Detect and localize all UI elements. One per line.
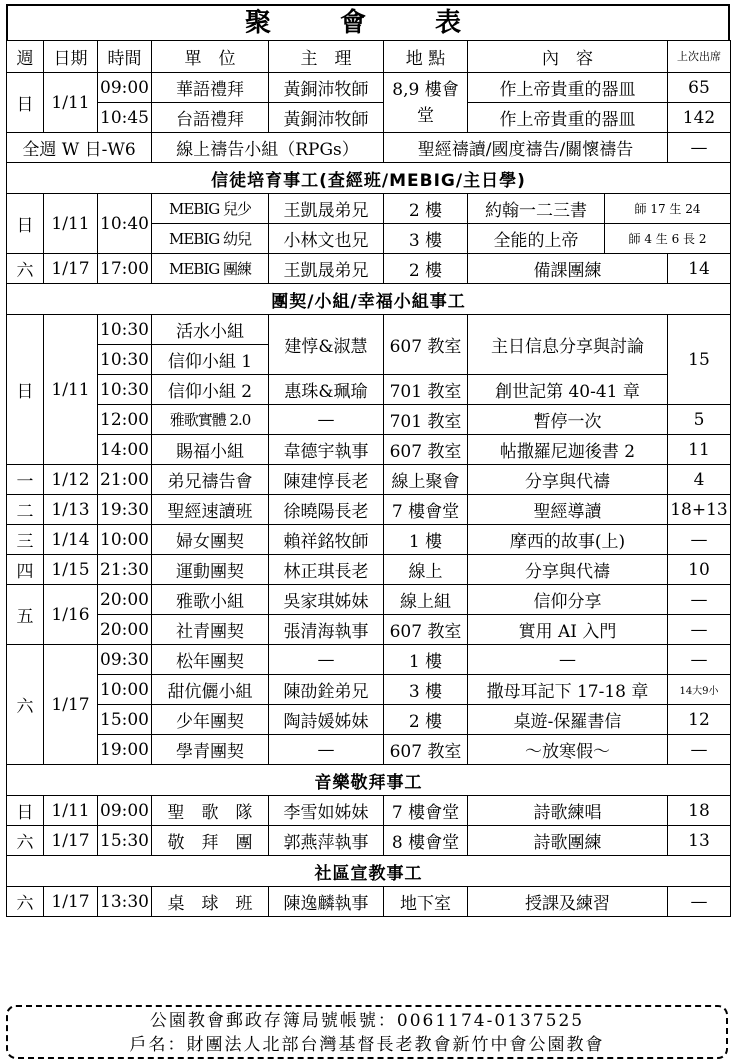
account-info-box xyxy=(6,1005,728,1059)
last-cell: — xyxy=(668,645,731,675)
place-cell: 2 樓 xyxy=(384,705,468,735)
time-cell: 21:00 xyxy=(98,465,152,495)
time-cell: 19:00 xyxy=(98,735,152,765)
last-cell: 13 xyxy=(668,826,731,856)
unit-cell: 雅歌實體 2.0 xyxy=(152,405,269,435)
time-cell: 09:00 xyxy=(98,73,152,103)
place-cell: 701 教室 xyxy=(384,375,468,405)
table-row xyxy=(7,405,731,435)
time-cell: 12:00 xyxy=(98,405,152,435)
time-cell: 14:00 xyxy=(98,435,152,465)
week-cell: 六 xyxy=(7,887,44,917)
date-cell: 1/11 xyxy=(44,194,98,254)
last-cell: 14 xyxy=(668,254,731,284)
table-row xyxy=(7,133,731,163)
date-cell: 1/11 xyxy=(44,73,98,133)
unit-cell: 運動團契 xyxy=(152,555,269,585)
table-row xyxy=(7,435,731,465)
content-cell: 聖經禱讀/國度禱告/關懷禱告 xyxy=(384,133,668,163)
time-cell: 10:45 xyxy=(98,103,152,133)
last-cell: — xyxy=(668,585,731,615)
time-cell: 10:40 xyxy=(98,194,152,254)
unit-cell: 少年團契 xyxy=(152,705,269,735)
unit-cell: MEBIG 幼兒 xyxy=(152,224,269,254)
time-cell: 15:30 xyxy=(98,826,152,856)
time-cell: 17:00 xyxy=(98,254,152,284)
last-cell: — xyxy=(668,887,731,917)
place-cell: 2 樓 xyxy=(384,254,468,284)
table-row xyxy=(7,254,731,284)
host-cell: 賴祥銘牧師 xyxy=(269,525,384,555)
date-cell: 1/16 xyxy=(44,585,98,645)
unit-cell: 信仰小組 1 xyxy=(152,345,269,375)
place-cell: 1 樓 xyxy=(384,645,468,675)
time-cell: 15:00 xyxy=(98,705,152,735)
content-cell: 暫停一次 xyxy=(468,405,668,435)
header-last: 上次出席 xyxy=(668,41,731,73)
content-cell: 備課團練 xyxy=(468,254,668,284)
place-cell: 607 教室 xyxy=(384,315,468,375)
last-cell: 18 xyxy=(668,796,731,826)
host-cell: 陶詩媛姊妹 xyxy=(269,705,384,735)
date-cell: 1/17 xyxy=(44,645,98,765)
date-cell: 1/14 xyxy=(44,525,98,555)
place-cell: 7 樓會堂 xyxy=(384,495,468,525)
host-cell: 黃銅沛牧師 xyxy=(269,73,384,103)
host-cell: 王凱晟弟兄 xyxy=(269,254,384,284)
unit-cell: MEBIG 團練 xyxy=(152,254,269,284)
week-cell: 日 xyxy=(7,315,44,465)
table-row xyxy=(7,585,731,615)
unit-cell: 活水小組 xyxy=(152,315,269,345)
place-cell: 地下室 xyxy=(384,887,468,917)
week-cell: 六 xyxy=(7,254,44,284)
content-cell: 主日信息分享與討論 xyxy=(468,315,668,375)
week-cell: 六 xyxy=(7,645,44,765)
content-cell: 分享與代禱 xyxy=(468,465,668,495)
table-row xyxy=(7,735,731,765)
date-cell: 1/11 xyxy=(44,315,98,465)
last-cell: 11 xyxy=(668,435,731,465)
week-cell: 日 xyxy=(7,73,44,133)
unit-cell: 松年團契 xyxy=(152,645,269,675)
host-cell: 建惇&淑慧 xyxy=(269,315,384,375)
date-cell: 1/17 xyxy=(44,826,98,856)
meeting-table xyxy=(6,40,731,917)
header-content: 內 容 xyxy=(468,41,668,73)
place-cell: 線上聚會 xyxy=(384,465,468,495)
last-cell: 14大9小 xyxy=(668,675,731,705)
place-cell: 701 教室 xyxy=(384,405,468,435)
unit-cell: 敬 拜 團 xyxy=(152,826,269,856)
host-cell: — xyxy=(269,645,384,675)
last-cell: — xyxy=(668,615,731,645)
place-cell: 8 樓會堂 xyxy=(384,826,468,856)
last-cell: — xyxy=(668,133,731,163)
section-heading: 團契/小組/幸福小組事工 xyxy=(7,284,731,315)
header-date: 日期 xyxy=(44,41,98,73)
last-cell: 65 xyxy=(668,73,731,103)
unit-cell: 雅歌小組 xyxy=(152,585,269,615)
place-cell: 2 樓 xyxy=(384,194,468,224)
header-time: 時間 xyxy=(98,41,152,73)
time-cell: 09:00 xyxy=(98,796,152,826)
unit-cell: 賜福小組 xyxy=(152,435,269,465)
unit-cell: 線上禱告小組（RPGs） xyxy=(152,133,384,163)
host-cell: 陳建惇長老 xyxy=(269,465,384,495)
unit-cell: 甜伉儷小組 xyxy=(152,675,269,705)
week-range-cell: 全週 W 日-W6 xyxy=(7,133,152,163)
place-cell: 3 樓 xyxy=(384,224,468,254)
table-row xyxy=(7,645,731,675)
header-place: 地 點 xyxy=(384,41,468,73)
content-cell: 約翰一二三書 xyxy=(468,194,605,224)
host-cell: 小林文也兄 xyxy=(269,224,384,254)
table-row xyxy=(7,375,731,405)
last-cell: 142 xyxy=(668,103,731,133)
time-cell: 10:30 xyxy=(98,315,152,345)
table-row xyxy=(7,495,731,525)
host-cell: — xyxy=(269,405,384,435)
table-row xyxy=(7,315,731,345)
content-cell: 帖撒羅尼迦後書 2 xyxy=(468,435,668,465)
table-row xyxy=(7,555,731,585)
week-cell: 六 xyxy=(7,826,44,856)
unit-cell: 台語禮拜 xyxy=(152,103,269,133)
last-cell: 4 xyxy=(668,465,731,495)
host-cell: 吳家琪姊妹 xyxy=(269,585,384,615)
week-cell: 日 xyxy=(7,796,44,826)
content-cell: 詩歌團練 xyxy=(468,826,668,856)
last-cell: 師 4 生 6 長 2 xyxy=(605,224,731,254)
date-cell: 1/17 xyxy=(44,887,98,917)
host-cell: 黃銅沛牧師 xyxy=(269,103,384,133)
unit-cell: 信仰小組 2 xyxy=(152,375,269,405)
content-cell: 全能的上帝 xyxy=(468,224,605,254)
content-cell: 信仰分享 xyxy=(468,585,668,615)
week-cell: 四 xyxy=(7,555,44,585)
host-cell: 陳逸麟執事 xyxy=(269,887,384,917)
section-heading: 社區宣教事工 xyxy=(7,856,731,887)
date-cell: 1/12 xyxy=(44,465,98,495)
last-cell: 10 xyxy=(668,555,731,585)
last-cell: — xyxy=(668,525,731,555)
place-cell: 607 教室 xyxy=(384,615,468,645)
table-row xyxy=(7,796,731,826)
host-cell: 韋德宇執事 xyxy=(269,435,384,465)
time-cell: 09:30 xyxy=(98,645,152,675)
content-cell: ～放寒假～ xyxy=(468,735,668,765)
week-cell: 三 xyxy=(7,525,44,555)
table-row xyxy=(7,465,731,495)
time-cell: 10:00 xyxy=(98,525,152,555)
place-cell: 607 教室 xyxy=(384,735,468,765)
week-cell: 日 xyxy=(7,194,44,254)
time-cell: 21:30 xyxy=(98,555,152,585)
time-cell: 10:00 xyxy=(98,675,152,705)
host-cell: — xyxy=(269,735,384,765)
place-cell: 線上 xyxy=(384,555,468,585)
host-cell: 惠珠&珮瑜 xyxy=(269,375,384,405)
time-cell: 20:00 xyxy=(98,615,152,645)
content-cell: 分享與代禱 xyxy=(468,555,668,585)
unit-cell: 聖 歌 隊 xyxy=(152,796,269,826)
content-cell: 創世記第 40-41 章 xyxy=(468,375,668,405)
section-heading: 音樂敬拜事工 xyxy=(7,765,731,796)
account-number: 公園教會郵政存簿局號帳號：0061174-0137525 xyxy=(149,1011,585,1031)
date-cell: 1/13 xyxy=(44,495,98,525)
table-row xyxy=(7,615,731,645)
last-cell: 15 xyxy=(668,315,731,405)
content-cell: 摩西的故事(上) xyxy=(468,525,668,555)
table-row xyxy=(7,675,731,705)
unit-cell: 學青團契 xyxy=(152,735,269,765)
week-cell: 二 xyxy=(7,495,44,525)
page-title: 聚 會 表 xyxy=(6,4,730,40)
table-row xyxy=(7,887,731,917)
date-cell: 1/17 xyxy=(44,254,98,284)
table-row xyxy=(7,826,731,856)
table-row xyxy=(7,525,731,555)
content-cell: 聖經導讀 xyxy=(468,495,668,525)
place-cell: 3 樓 xyxy=(384,675,468,705)
unit-cell: MEBIG 兒少 xyxy=(152,194,269,224)
header-host: 主 理 xyxy=(269,41,384,73)
table-row xyxy=(7,73,731,103)
week-cell: 一 xyxy=(7,465,44,495)
header-unit: 單 位 xyxy=(152,41,269,73)
section-heading: 信徒培育事工(查經班/MEBIG/主日學) xyxy=(7,163,731,194)
host-cell: 徐曉陽長老 xyxy=(269,495,384,525)
time-cell: 10:30 xyxy=(98,345,152,375)
time-cell: 13:30 xyxy=(98,887,152,917)
content-cell: 實用 AI 入門 xyxy=(468,615,668,645)
host-cell: 郭燕萍執事 xyxy=(269,826,384,856)
last-cell: — xyxy=(668,735,731,765)
last-cell: 5 xyxy=(668,405,731,435)
week-cell: 五 xyxy=(7,585,44,645)
last-cell: 18+13 xyxy=(668,495,731,525)
last-cell: 12 xyxy=(668,705,731,735)
unit-cell: 弟兄禱告會 xyxy=(152,465,269,495)
date-cell: 1/15 xyxy=(44,555,98,585)
date-cell: 1/11 xyxy=(44,796,98,826)
content-cell: 作上帝貴重的器皿 xyxy=(468,73,668,103)
time-cell: 10:30 xyxy=(98,375,152,405)
place-cell: 607 教室 xyxy=(384,435,468,465)
unit-cell: 社青團契 xyxy=(152,615,269,645)
place-cell: 8,9 樓會堂 xyxy=(384,73,468,133)
host-cell: 林正琪長老 xyxy=(269,555,384,585)
account-name: 戶名：財團法人北部台灣基督長老教會新竹中會公園教會 xyxy=(129,1035,605,1055)
header-week: 週 xyxy=(7,41,44,73)
table-row xyxy=(7,705,731,735)
unit-cell: 華語禮拜 xyxy=(152,73,269,103)
content-cell: 詩歌練唱 xyxy=(468,796,668,826)
host-cell: 李雪如姊妹 xyxy=(269,796,384,826)
place-cell: 7 樓會堂 xyxy=(384,796,468,826)
unit-cell: 婦女團契 xyxy=(152,525,269,555)
unit-cell: 桌 球 班 xyxy=(152,887,269,917)
table-row xyxy=(7,103,731,133)
content-cell: — xyxy=(468,645,668,675)
content-cell: 桌遊-保羅書信 xyxy=(468,705,668,735)
last-cell: 師 17 生 24 xyxy=(605,194,731,224)
content-cell: 撒母耳記下 17-18 章 xyxy=(468,675,668,705)
host-cell: 陳劭銓弟兄 xyxy=(269,675,384,705)
content-cell: 授課及練習 xyxy=(468,887,668,917)
table-row xyxy=(7,194,731,224)
time-cell: 19:30 xyxy=(98,495,152,525)
time-cell: 20:00 xyxy=(98,585,152,615)
content-cell: 作上帝貴重的器皿 xyxy=(468,103,668,133)
place-cell: 線上組 xyxy=(384,585,468,615)
host-cell: 張清海執事 xyxy=(269,615,384,645)
host-cell: 王凱晟弟兄 xyxy=(269,194,384,224)
unit-cell: 聖經速讀班 xyxy=(152,495,269,525)
place-cell: 1 樓 xyxy=(384,525,468,555)
header-row xyxy=(7,41,731,73)
